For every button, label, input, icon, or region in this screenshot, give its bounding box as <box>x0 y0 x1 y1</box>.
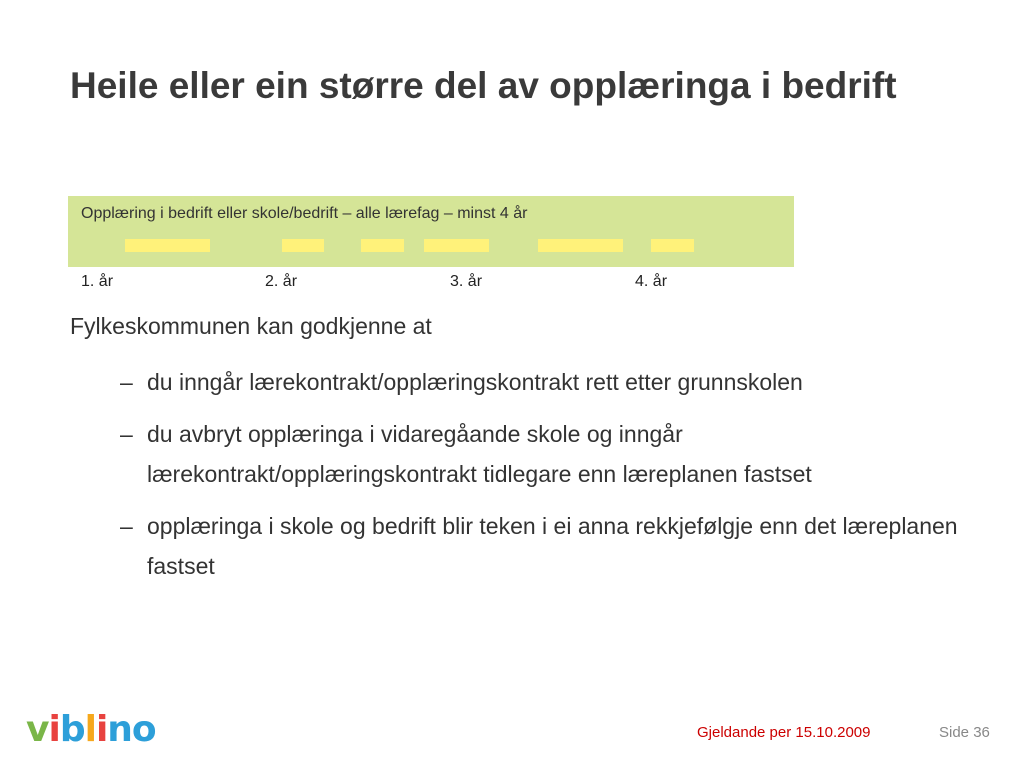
timeline-segment <box>538 239 623 252</box>
dash-bullet: – <box>120 421 133 447</box>
timeline-year-3: 3. år <box>450 273 483 290</box>
list-item <box>120 506 970 586</box>
list-item <box>120 414 970 494</box>
logo-letter: l <box>84 709 96 750</box>
bullet-list <box>120 362 970 598</box>
dash-bullet: – <box>120 513 133 539</box>
timeline-segment <box>282 239 324 252</box>
dash-bullet: – <box>120 369 133 395</box>
bullet-text: du inngår lærekontrakt/opplæringskontrakt rett etter grunnskolen <box>147 369 803 395</box>
bullet-text: du avbryt opplæringa i vidaregåande skole og inngår lærekontrakt/opplæringskontrakt tidlegare enn læreplanen fastset <box>147 421 812 487</box>
page-number: Side 36 <box>939 724 990 741</box>
logo-letter: n <box>107 709 132 750</box>
valid-date-note: Gjeldande per 15.10.2009 <box>697 724 871 741</box>
timeline-segment <box>651 239 694 252</box>
timeline-segment <box>125 239 210 252</box>
timeline-band <box>68 196 794 267</box>
timeline-year-2: 2. år <box>265 273 298 290</box>
logo-letter: v <box>26 709 49 750</box>
viblino-logo <box>26 706 156 754</box>
timeline-segment <box>424 239 489 252</box>
timeline-segment <box>361 239 404 252</box>
list-item <box>120 362 970 402</box>
logo-letter: i <box>95 709 108 750</box>
logo-letter: i <box>48 709 60 750</box>
timeline-year-4: 4. år <box>635 273 668 290</box>
logo-letter: b <box>59 709 85 750</box>
timeline-caption: Opplæring i bedrift eller skole/bedrift – alle lærefag – minst 4 år <box>81 205 528 222</box>
slide-title: Heile eller ein større del av opplæringa i bedrift <box>70 65 897 106</box>
bullet-text: opplæringa i skole og bedrift blir teken i ei anna rekkjefølgje enn det læreplanen fastset <box>147 513 958 579</box>
body-lead-text: Fylkeskommunen kan godkjenne at <box>70 313 432 339</box>
logo-letter: o <box>131 709 156 750</box>
timeline-year-1: 1. år <box>81 273 114 290</box>
